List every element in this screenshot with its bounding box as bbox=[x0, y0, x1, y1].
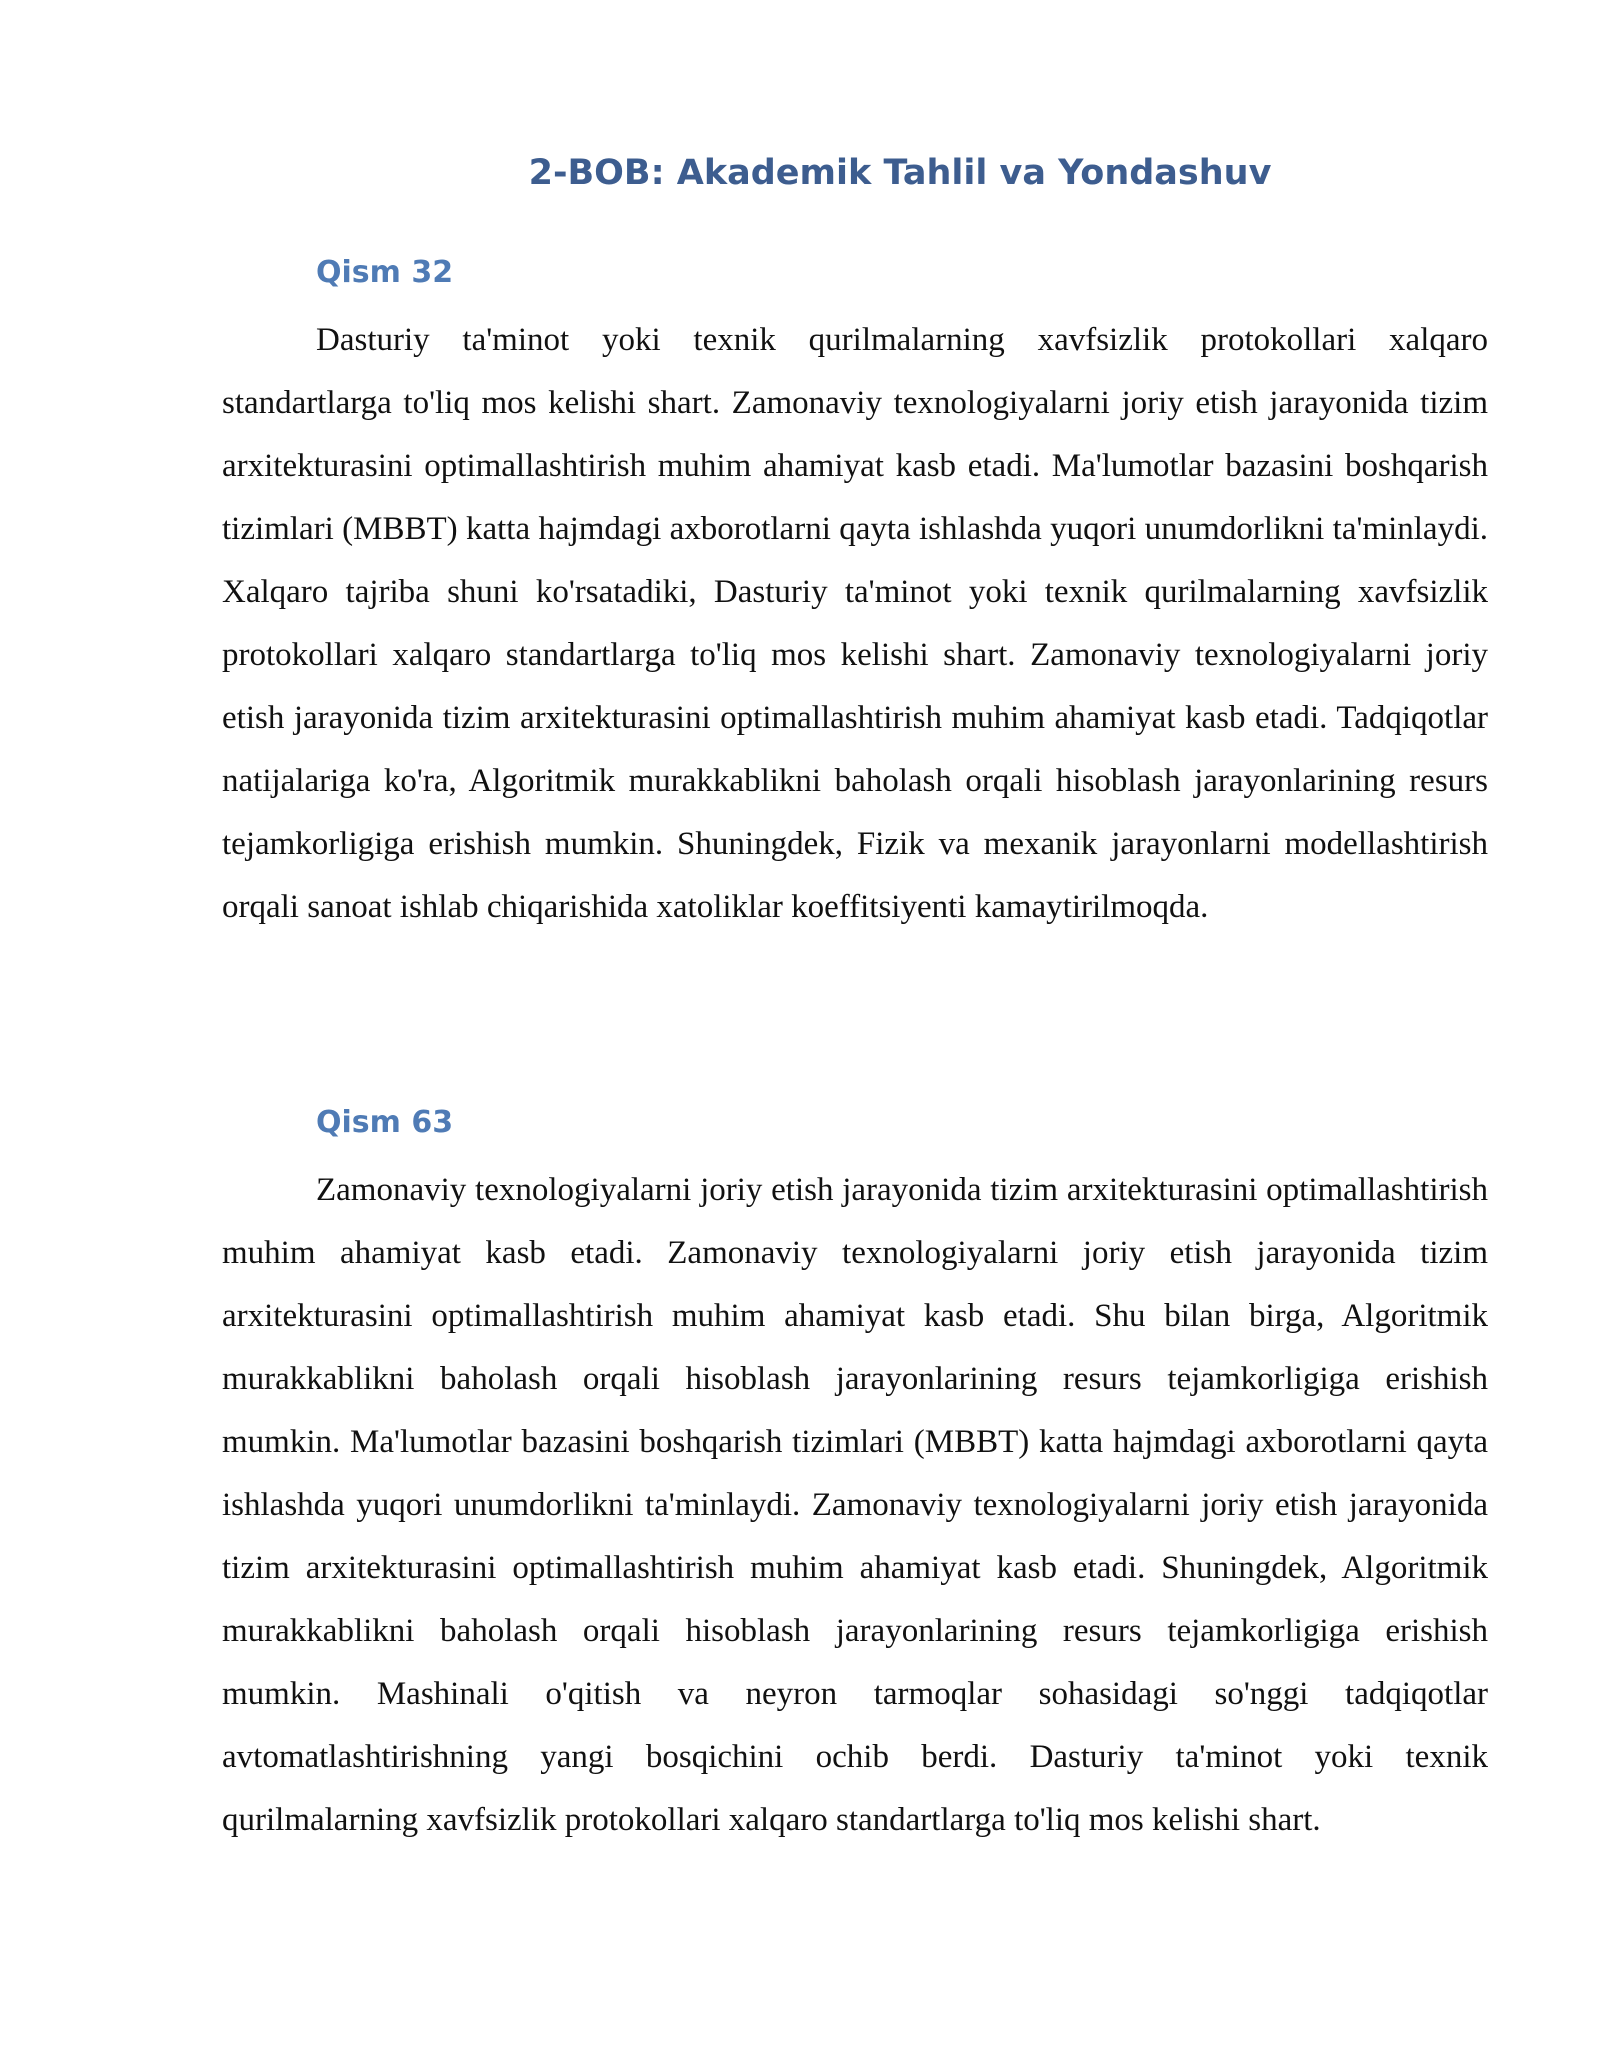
section-paragraph-qism-32: Dasturiy ta'minot yoki texnik qurilmalarning xavfsizlik protokollari xalqaro standartlarga to'liq mos kelishi shart. Zamonaviy texnologiyalarni joriy etish jarayonida tizim arxitekturasini optimallashtirish muhim ahamiyat kasb etadi. Ma'lumotlar bazasini boshqarish tizimlari (MBBT) katta hajmdagi axborotlarni qayta ishlashda yuqori unumdorlikni ta'minlaydi. Xalqaro tajriba shuni ko'rsatadiki, Dasturiy ta'minot yoki texnik qurilmalarning xavfsizlik protokollari xalqaro standartlarga to'liq mos kelishi shart. Zamonaviy texnologiyalarni joriy etish jarayonida tizim arxitekturasini optimallashtirish muhim ahamiyat kasb etadi. Tadqiqotlar natijalariga ko'ra, Algoritmik murakkablikni baholash orqali hisoblash jarayonlarining resurs tejamkorligiga erishish mumkin. Shuningdek, Fizik va mexanik jarayonlarni modellashtirish orqali sanoat ishlab chiqarishida xatoliklar koeffitsiyenti kamaytirilmoqda. bbox=[222, 322, 1488, 925]
section-heading-qism-32: Qism 32 bbox=[316, 255, 454, 290]
section-heading-qism-63: Qism 63 bbox=[316, 1105, 454, 1140]
section-paragraph-qism-63: Zamonaviy texnologiyalarni joriy etish jarayonida tizim arxitekturasini optimallashtirish muhim ahamiyat kasb etadi. Zamonaviy texnologiyalarni joriy etish jarayonida tizim arxitekturasini optimallashtirish muhim ahamiyat kasb etadi. Shu bilan birga, Algoritmik murakkablikni baholash orqali hisoblash jarayonlarining resurs tejamkorligiga erishish mumkin. Ma'lumotlar bazasini boshqarish tizimlari (MBBT) katta hajmdagi axborotlarni qayta ishlashda yuqori unumdorlikni ta'minlaydi. Zamonaviy texnologiyalarni joriy etish jarayonida tizim arxitekturasini optimallashtirish muhim ahamiyat kasb etadi. Shuningdek, Algoritmik murakkablikni baholash orqali hisoblash jarayonlarining resurs tejamkorligiga erishish mumkin. Mashinali o'qitish va neyron tarmoqlar sohasidagi so'nggi tadqiqotlar avtomatlashtirishning yangi bosqichini ochib berdi. Dasturiy ta'minot yoki texnik qurilmalarning xavfsizlik protokollari xalqaro standartlarga to'liq mos kelishi shart. bbox=[222, 1172, 1488, 1838]
chapter-title: 2-BOB: Akademik Tahlil va Yondashuv bbox=[528, 153, 1272, 193]
